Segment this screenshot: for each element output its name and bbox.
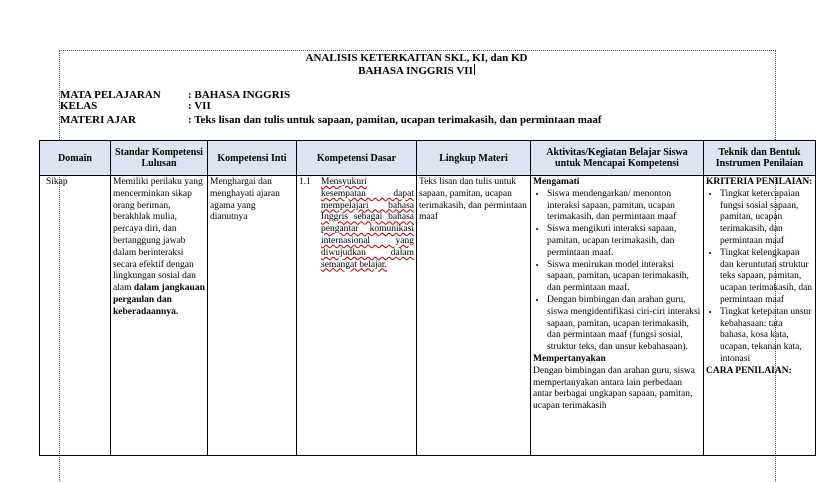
meta-label: MATERI AJAR [60,114,136,126]
analysis-table [39,140,816,456]
table-row [40,176,816,456]
cell-kd [297,176,417,456]
list-item: • Tingkat ketercapaian fungsi sosial sapaan, pamitan, ucapan terimakasih, dan permintaan maaf [720,189,813,248]
header-teknik: Teknik dan Bentuk Instrumen Penilaian [704,141,816,176]
list-item: • Tingkat kelengkapan dan keruntutan struktur teks sapaan, pamitan, ucapan terimakasih, dan permintaan maaf [720,248,813,307]
header-domain: Domain [40,141,111,176]
text-cursor [474,64,475,75]
document-subtitle: BAHASA INGGRIS VII [358,65,473,77]
mengamati-list [533,189,701,354]
mempertanyakan-text: Dengan bimbingan dan arahan guru, siswa mempertanyakan antara lain perbedaan antar berbagai ungkapan sapaan, pamitan, ucapan terimakasih [533,365,695,412]
skl-bold-text: dalam jangkauan pergaulan dan keberadaannya. [113,283,205,317]
list-item: • Siswa mendengarkan/ menonton interaksi sapaan, pamitan, ucapan terimakasih, dan permintaan maaf [547,189,701,224]
header-materi: Lingkup Materi [417,141,531,176]
kd-text: Mensyukuri kesempatan dapat mempelajari bahasa Inggris sebagai bahasa pengantar komunikasi internasional yang diwujudkan dalam semangat belajar. [321,177,414,270]
header-aktivitas: Aktivitas/Kegiatan Belajar Siswa untuk Mencapai Kompetensi [531,141,704,176]
meta-value: : BAHASA INGGRIS [188,89,291,101]
cara-penilaian-heading: CARA PENILAIAN: [706,365,792,376]
cell-teknik [704,176,816,456]
list-item: • Dengan bimbingan dan arahan guru, siswa mengidentifikasi ciri-ciri interaksi sapaan, pamitan, ucapan terimakasih, dan permintaan maaf (fungsi sosial, struktur teks, dan unsur kebahasaan). [547,295,701,354]
header-skl: Standar Kompetensi Lulusan [111,141,208,176]
header-kd: Kompetensi Dasar [297,141,417,176]
table-header-row [40,141,816,176]
kriteria-heading: KRITERIA PENILAIAN: [706,177,813,187]
meta-label: MATA PELAJARAN [60,89,161,101]
mempertanyakan-heading: Mempertanyakan [533,353,606,364]
list-item: • Tingkat ketepatan unsur kebahasaan: tata bahasa, kosa kata, ucapan, tekanan kata, intonasi [720,307,813,366]
kriteria-list [706,189,813,366]
cell-materi: Teks lisan dan tulis untuk sapaan, pamitan, ucapan terimakasih, dan permintaan maaf [417,176,531,456]
cell-ki: Menghargai dan menghayati ajaran agama yang dianutnya [208,176,297,456]
cell-domain: Sikap [40,176,111,456]
mengamati-heading: Mengamati [533,177,580,187]
meta-label: KELAS [60,100,98,112]
list-item: • Siswa menirukan model interaksi sapaan, pamitan, ucapan terimakasih, dan permintaan maaf. [547,260,701,295]
header-ki: Kompetensi Inti [208,141,297,176]
skl-text: Memiliki perilaku yang mencerminkan sikap orang beriman, berakhlak mulia, percaya diri, dan bertanggung jawab dalam berinteraksi secara efektif dengan lingkungan sosial dan alam [113,177,203,294]
meta-value: : Teks lisan dan tulis untuk sapaan, pamitan, ucapan terimakasih, dan permintaan maaf [188,114,602,126]
document-title: ANALISIS KETERKAITAN SKL, KI, dan KD [305,52,528,64]
kd-number: 1.1 [299,177,311,187]
list-item: • Siswa mengikuti interaksi sapaan, pamitan, ucapan terimakasih, dan permintaan maaf. [547,224,701,259]
meta-value: : VII [188,100,211,112]
cell-skl [111,176,208,456]
cell-aktivitas [531,176,704,456]
